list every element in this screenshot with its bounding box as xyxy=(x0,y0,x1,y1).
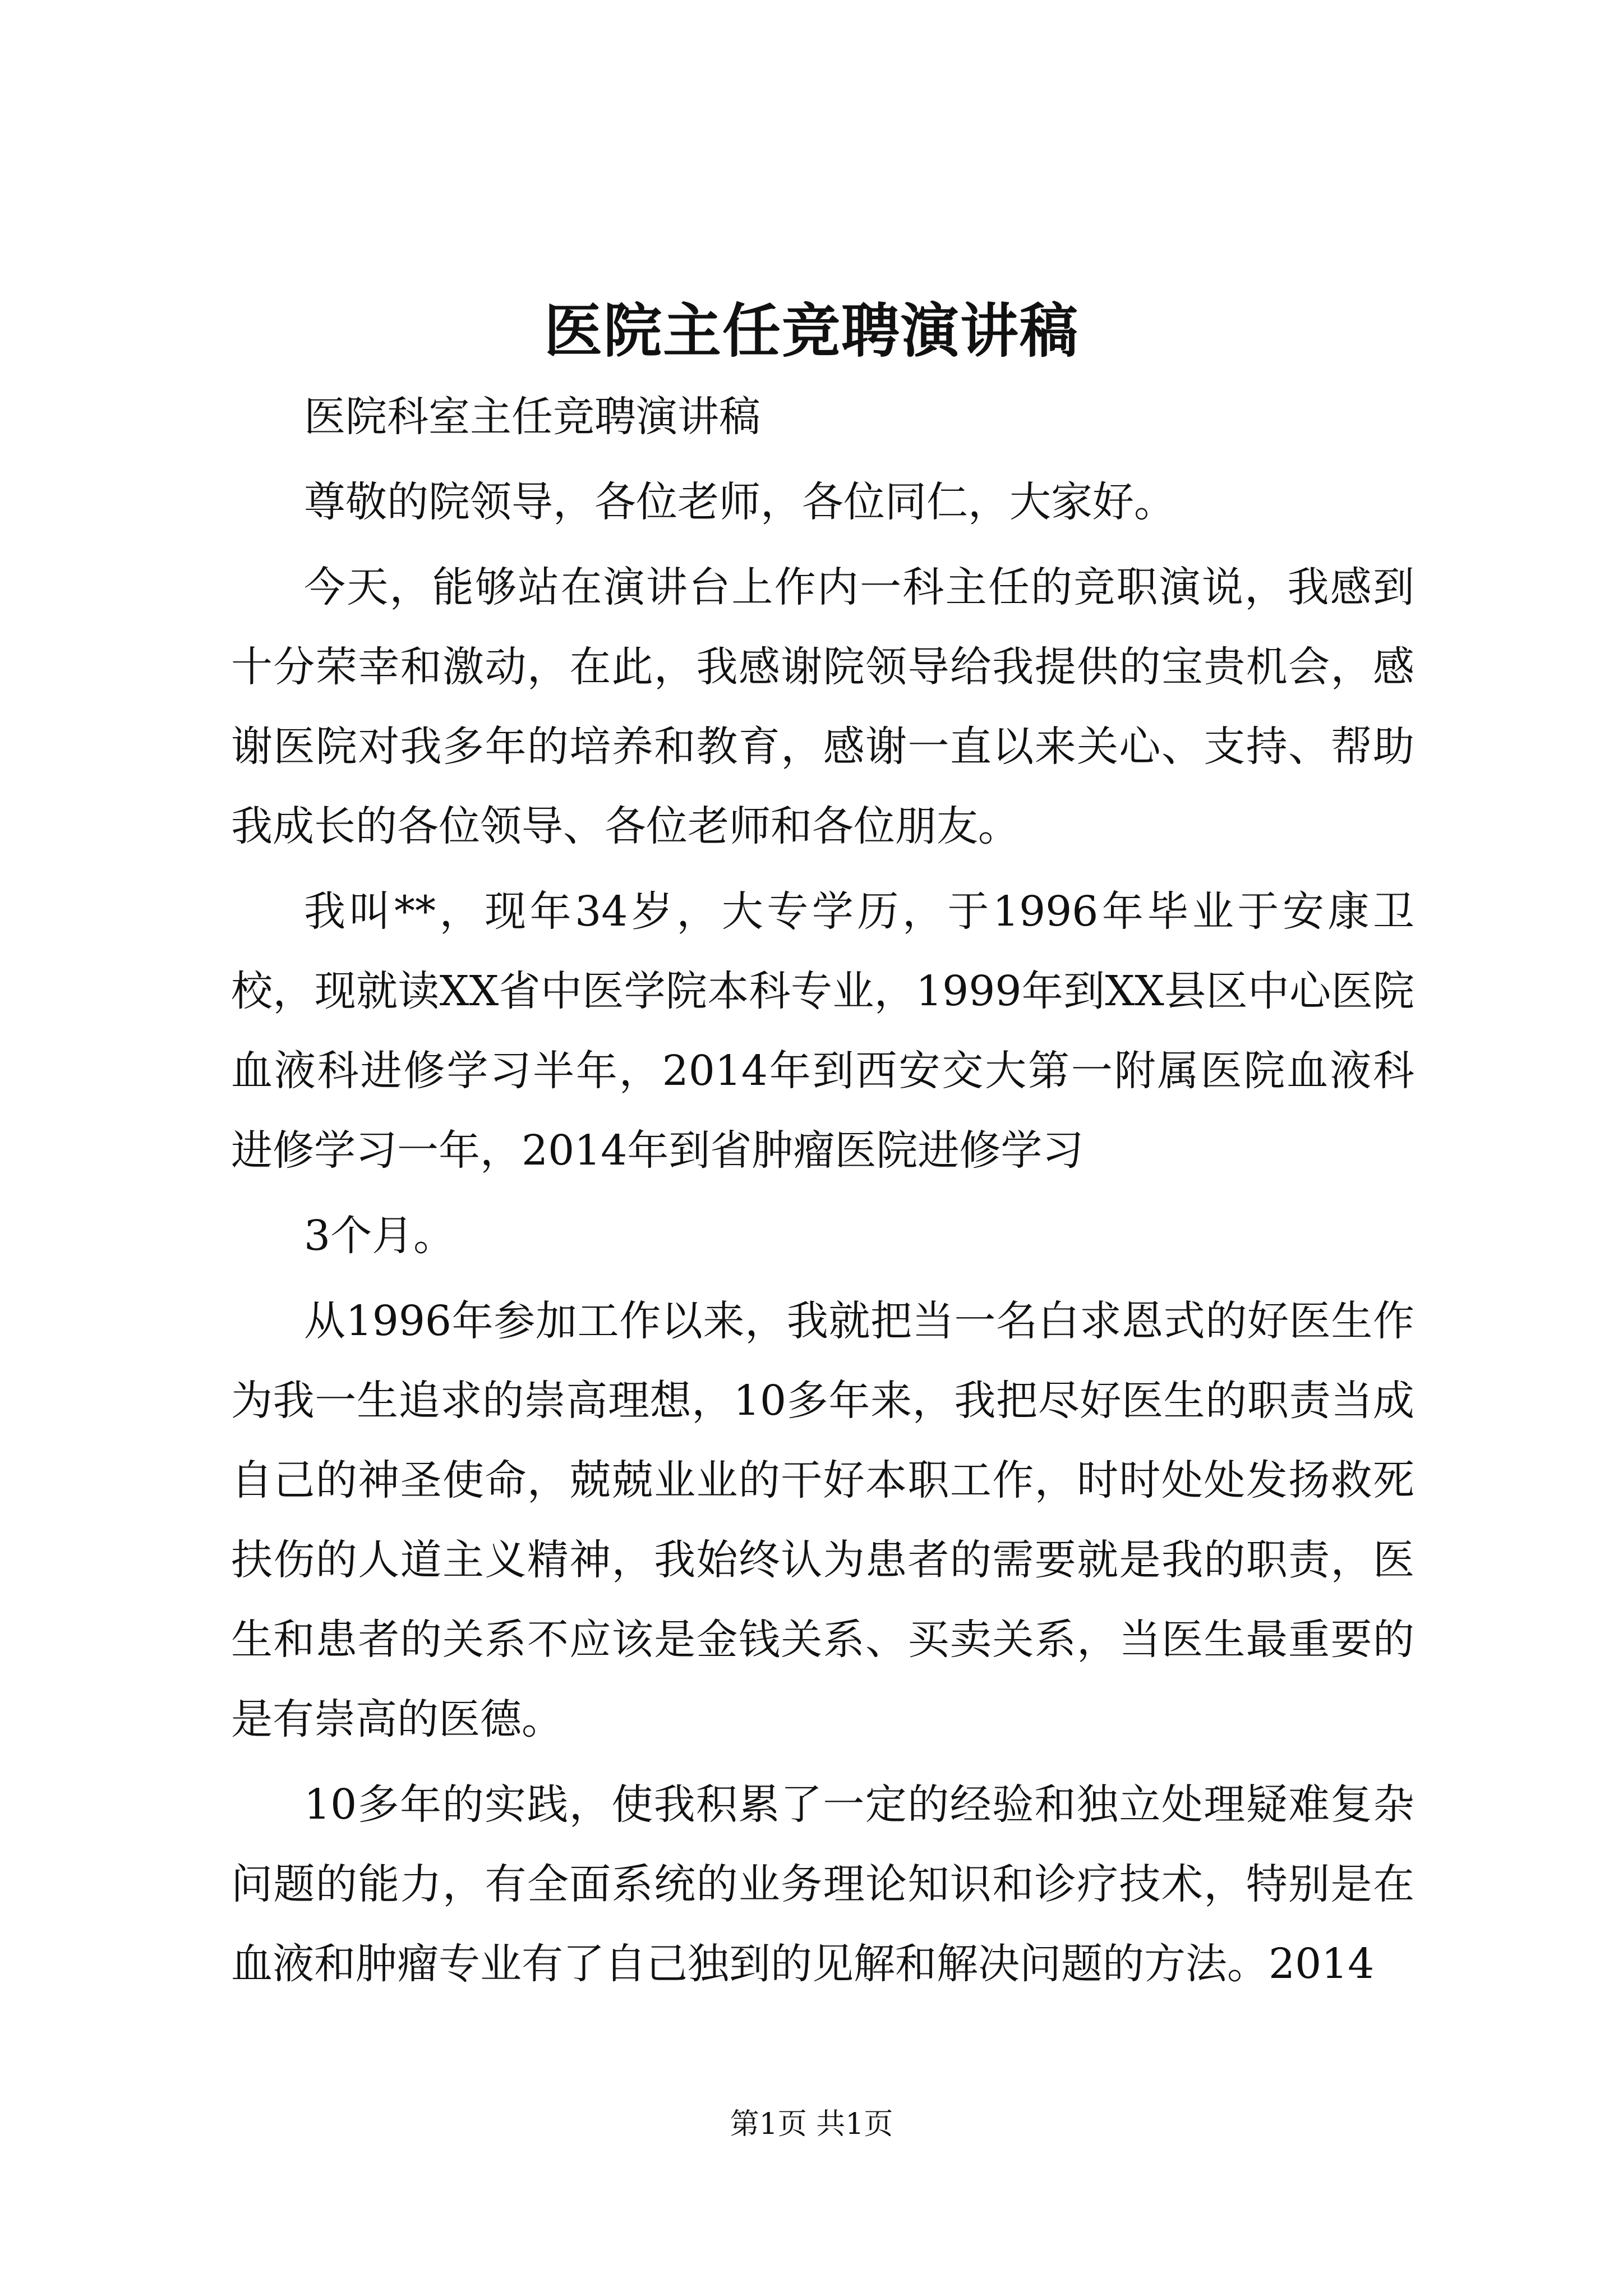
document-title: 医院主任竞聘演讲稿 xyxy=(543,296,1079,365)
page-footer: 第1页 共1页 xyxy=(730,2108,893,2141)
paragraph: 3个月。 xyxy=(304,1212,455,1260)
paragraph: 我叫**，现年34岁，大专学历，于1996年毕业于安康卫校，现就读XX省中医学院本科专业，1999年到XX县区中心医院血液科进修学习半年，2014年到西安交大第一附属医院血液科进修学习一年，2014年到省肿瘤医院进修学习 xyxy=(231,887,1414,1175)
paragraph: 今天，能够站在演讲台上作内一科主任的竞职演说，我感到十分荣幸和激动，在此，我感谢院领导给我提供的宝贵机会，感谢医院对我多年的培养和教育，感谢一直以来关心、支持、帮助我成长的各位领导、各位老师和各位朋友。 xyxy=(231,563,1414,850)
paragraph: 尊敬的院领导，各位老师，各位同仁，大家好。 xyxy=(304,478,1175,526)
paragraph: 医院科室主任竞聘演讲稿 xyxy=(304,393,760,441)
document-body xyxy=(231,377,1414,2009)
paragraph: 10多年的实践，使我积累了一定的经验和独立处理疑难复杂问题的能力，有全面系统的业务理论知识和诊疗技术，特别是在血液和肿瘤专业有了自己独到的见解和解决问题的方法。2014 xyxy=(231,1780,1414,1988)
paragraph: 从1996年参加工作以来，我就把当一名白求恩式的好医生作为我一生追求的崇高理想，10多年来，我把尽好医生的职责当成自己的神圣使命，兢兢业业的干好本职工作，时时处处发扬救死扶伤的人道主义精神，我始终认为患者的需要就是我的职责，医生和患者的关系不应该是金钱关系、买卖关系，当医生最重要的是有崇高的医德。 xyxy=(231,1297,1414,1743)
